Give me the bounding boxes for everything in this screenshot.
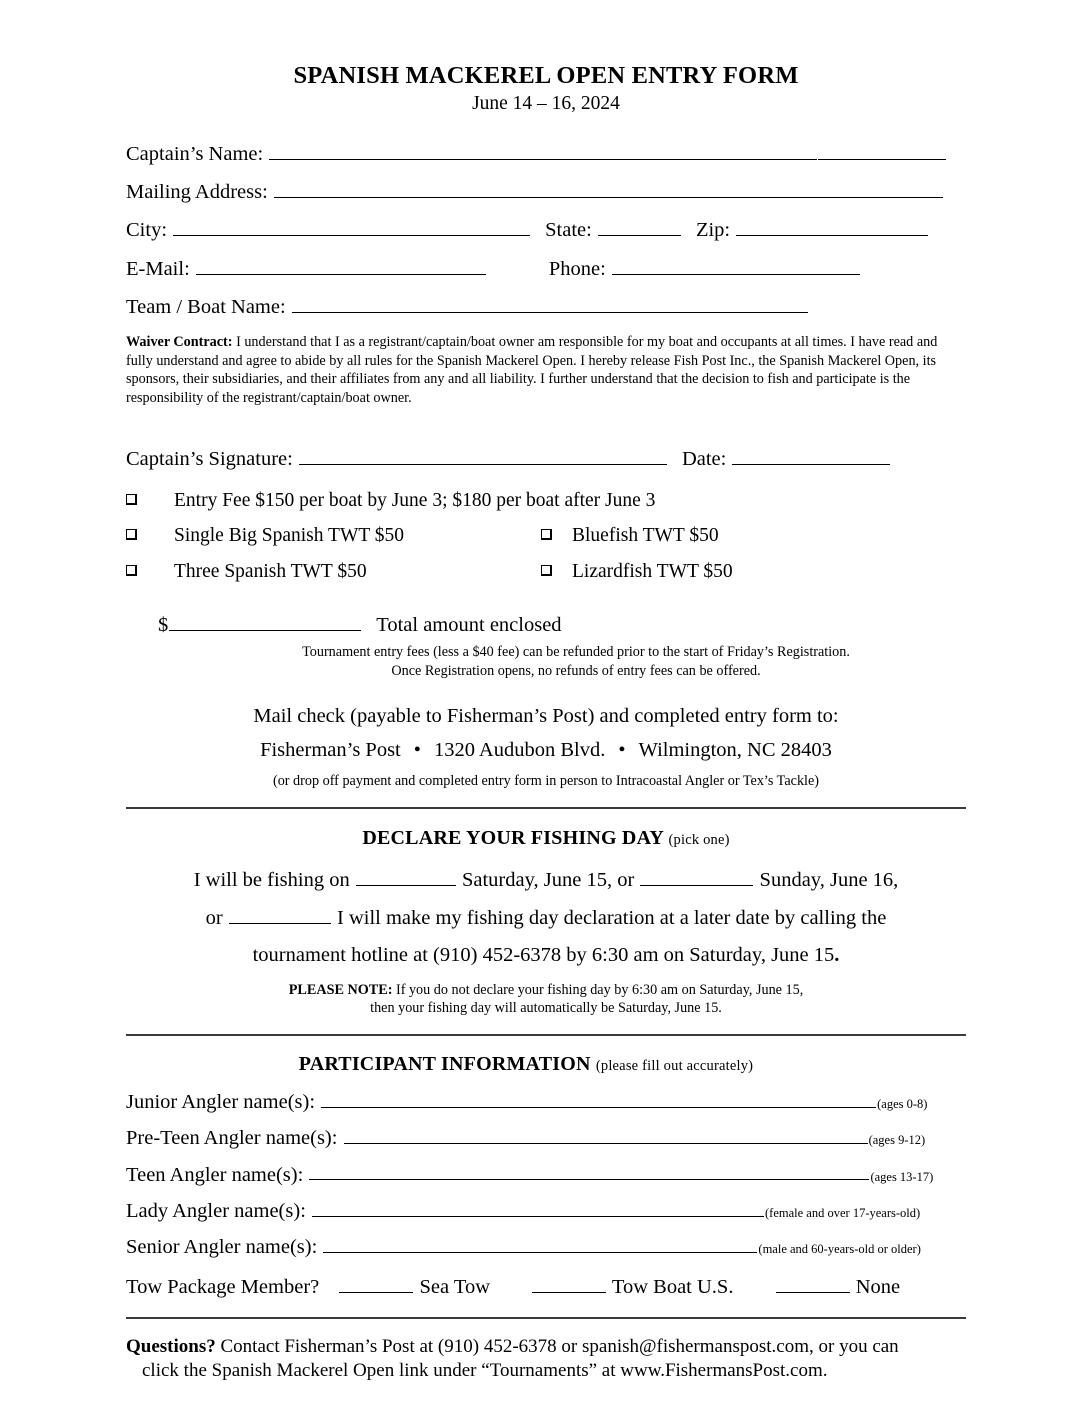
captains-name-input-extra[interactable] bbox=[818, 142, 946, 160]
tow-boat-us-input[interactable] bbox=[532, 1275, 606, 1293]
checkbox-empty-icon[interactable] bbox=[126, 529, 137, 540]
fee-option-label-three-spanish: Three Spanish TWT $50 bbox=[174, 560, 367, 582]
please-note-bold: PLEASE NOTE: bbox=[288, 982, 393, 998]
junior-angler-input[interactable] bbox=[321, 1090, 876, 1108]
participant-row-lady bbox=[126, 1199, 966, 1221]
none-tow-label: None bbox=[855, 1276, 901, 1299]
saturday-declaration-input[interactable] bbox=[356, 868, 456, 886]
fee-option-label-entry-fee: Entry Fee $150 per boat by June 3; $180 per boat after June 3 bbox=[174, 489, 656, 511]
tow-package-label: Tow Package Member? bbox=[126, 1276, 320, 1299]
section-divider-1 bbox=[126, 807, 966, 809]
captains-name-input[interactable] bbox=[269, 142, 817, 160]
participant-row-junior bbox=[126, 1090, 966, 1112]
lady-angler-label: Lady Angler name(s): bbox=[126, 1199, 306, 1222]
signature-input[interactable] bbox=[299, 447, 667, 465]
waiver-body: I understand that I as a registrant/captain/boat owner am responsible for my boat and occupants at all times. I have read and fully understand and agree to abide by all rules for the Spanish Mackerel Open. I hereby release Fish Post Inc., the Spanish Mackerel Open, its sponsors, their subsidiaries, and their affiliates from any and all liability. I further understand that the decision to fish and participate is the responsibility of the registrant/captain/boat owner. bbox=[126, 334, 938, 406]
team-boat-label: Team / Boat Name: bbox=[126, 295, 286, 318]
field-row-team-boat-name bbox=[126, 295, 966, 317]
dollar-sign: $ bbox=[158, 614, 169, 637]
date-label: Date: bbox=[681, 447, 727, 470]
mail-line-1: Mail check (payable to Fisherman’s Post) and completed entry form to: bbox=[253, 705, 839, 728]
declare-line-3 bbox=[126, 945, 966, 966]
questions-line-2 bbox=[126, 1359, 966, 1384]
declare-line1-a: I will be fishing on bbox=[193, 868, 350, 891]
senior-angler-input[interactable] bbox=[323, 1235, 757, 1253]
checkbox-empty-icon[interactable] bbox=[541, 565, 552, 576]
signature-label: Captain’s Signature: bbox=[126, 447, 293, 470]
state-input[interactable] bbox=[598, 218, 681, 236]
please-note-line-2: then your fishing day will automatically be Saturday, June 15. bbox=[370, 1000, 722, 1017]
email-label: E-Mail: bbox=[126, 257, 190, 280]
junior-angler-label: Junior Angler name(s): bbox=[126, 1090, 316, 1113]
participant-heading-text: PARTICIPANT INFORMATION bbox=[298, 1052, 591, 1075]
mail-instructions-block bbox=[126, 706, 966, 791]
declare-heading-text: DECLARE YOUR FISHING DAY bbox=[362, 826, 664, 849]
fee-option-row-1 bbox=[126, 491, 966, 511]
mail-dropoff-note: (or drop off payment and completed entry form in person to Intracoastal Angler or Tex’s Tackle) bbox=[272, 773, 820, 790]
page-subtitle: June 14 – 16, 2024 bbox=[472, 93, 620, 115]
sea-tow-input[interactable] bbox=[339, 1275, 413, 1293]
mailing-address-label: Mailing Address: bbox=[126, 180, 268, 203]
section-divider-3 bbox=[126, 1317, 966, 1319]
declare-line1-c: Sunday, June 16, bbox=[759, 868, 899, 891]
mail-city-state-zip: Wilmington, NC 28403 bbox=[638, 738, 832, 761]
page-title: SPANISH MACKEREL OPEN ENTRY FORM bbox=[293, 62, 799, 89]
declare-heading-sub: (pick one) bbox=[668, 831, 730, 848]
fee-option-row-2 bbox=[126, 526, 966, 546]
questions-line-1 bbox=[126, 1335, 966, 1360]
declare-line-1 bbox=[126, 868, 966, 890]
lady-angler-age-note: (female and over 17-years-old) bbox=[765, 1205, 921, 1220]
participant-row-preteen bbox=[126, 1126, 966, 1148]
refund-line-2: Once Registration opens, no refunds of entry fees can be offered. bbox=[391, 662, 761, 679]
none-tow-input[interactable] bbox=[776, 1275, 850, 1293]
declare-body-block bbox=[126, 868, 966, 965]
city-input[interactable] bbox=[173, 218, 530, 236]
declare-line3: tournament hotline at (910) 452-6378 by 6:30 am on Saturday, June 15 bbox=[252, 943, 835, 966]
mailing-address-input[interactable] bbox=[274, 180, 943, 198]
document-content bbox=[126, 0, 966, 1384]
please-note-text-1: If you do not declare your fishing day by 6:30 am on Saturday, June 15, bbox=[392, 982, 804, 998]
declare-section-heading bbox=[126, 827, 966, 850]
tow-boat-us-label: Tow Boat U.S. bbox=[611, 1276, 734, 1299]
waiver-contract-block bbox=[126, 333, 966, 407]
please-note-block bbox=[126, 981, 966, 1018]
lady-angler-input[interactable] bbox=[312, 1199, 764, 1217]
total-amount-label: Total amount enclosed bbox=[376, 614, 562, 637]
declare-line2-b: I will make my fishing day declaration at a later date by calling the bbox=[337, 907, 887, 929]
preteen-angler-input[interactable] bbox=[344, 1126, 868, 1144]
declare-line3-period: . bbox=[834, 943, 840, 966]
mail-street: 1320 Audubon Blvd. bbox=[433, 738, 606, 761]
phone-input[interactable] bbox=[612, 257, 860, 275]
refund-policy-note bbox=[126, 643, 966, 680]
signature-row bbox=[126, 447, 966, 471]
zip-input[interactable] bbox=[736, 218, 928, 236]
tow-package-row bbox=[126, 1275, 966, 1297]
mail-org: Fisherman’s Post bbox=[260, 738, 401, 761]
contact-fields-block bbox=[126, 142, 966, 317]
junior-angler-age-note: (ages 0-8) bbox=[877, 1096, 928, 1111]
total-amount-row bbox=[158, 613, 966, 637]
captains-name-label: Captain’s Name: bbox=[126, 142, 264, 165]
fee-option-label-single-big-spanish: Single Big Spanish TWT $50 bbox=[174, 525, 405, 547]
preteen-angler-age-note: (ages 9-12) bbox=[868, 1133, 926, 1147]
sea-tow-label: Sea Tow bbox=[419, 1276, 490, 1299]
section-divider-2 bbox=[126, 1034, 966, 1036]
total-amount-input[interactable] bbox=[169, 613, 361, 631]
field-row-mailing-address bbox=[126, 180, 966, 202]
state-label: State: bbox=[545, 219, 592, 242]
teen-angler-label: Teen Angler name(s): bbox=[126, 1163, 304, 1186]
questions-block bbox=[126, 1335, 966, 1384]
declare-line2-a: or bbox=[205, 907, 223, 929]
fee-option-label-lizardfish: Lizardfish TWT $50 bbox=[572, 560, 733, 582]
participant-row-senior bbox=[126, 1235, 966, 1257]
participant-row-teen bbox=[126, 1163, 966, 1185]
bullet-separator-icon: • bbox=[618, 738, 626, 761]
date-input[interactable] bbox=[732, 447, 890, 465]
field-row-city-state-zip bbox=[126, 218, 966, 240]
questions-bold-label: Questions? bbox=[126, 1335, 216, 1357]
declare-line1-b: Saturday, June 15, or bbox=[461, 868, 635, 891]
email-input[interactable] bbox=[196, 257, 486, 275]
teen-angler-age-note: (ages 13-17) bbox=[870, 1169, 934, 1184]
participant-section-heading bbox=[126, 1053, 966, 1076]
zip-label: Zip: bbox=[695, 219, 731, 242]
checkbox-empty-icon[interactable] bbox=[541, 529, 552, 540]
declare-line-2 bbox=[126, 906, 966, 928]
team-boat-input[interactable] bbox=[292, 295, 808, 313]
checkbox-empty-icon[interactable] bbox=[126, 494, 137, 505]
participant-rows bbox=[126, 1090, 966, 1298]
field-row-email-phone bbox=[126, 257, 966, 279]
mail-address-line bbox=[126, 740, 966, 761]
senior-angler-label: Senior Angler name(s): bbox=[126, 1235, 318, 1258]
fee-option-row-3 bbox=[126, 562, 966, 582]
fee-option-label-bluefish: Bluefish TWT $50 bbox=[572, 525, 719, 547]
teen-angler-input[interactable] bbox=[309, 1163, 869, 1181]
checkbox-empty-icon[interactable] bbox=[126, 565, 137, 576]
later-declaration-input[interactable] bbox=[229, 906, 331, 924]
field-row-captains-name bbox=[126, 142, 966, 164]
preteen-angler-label: Pre-Teen Angler name(s): bbox=[126, 1127, 338, 1149]
questions-text-1: Contact Fisherman’s Post at (910) 452-6378 or spanish@fishermanspost.com, or you can bbox=[215, 1335, 899, 1357]
bullet-separator-icon: • bbox=[413, 738, 421, 761]
participant-heading-sub: (please fill out accurately) bbox=[595, 1057, 754, 1074]
please-note-line-1 bbox=[126, 981, 966, 999]
sunday-declaration-input[interactable] bbox=[640, 868, 753, 886]
fee-options-list bbox=[126, 491, 966, 582]
senior-angler-age-note: (male and 60-years-old or older) bbox=[758, 1241, 921, 1256]
waiver-heading: Waiver Contract: bbox=[126, 334, 233, 351]
city-label: City: bbox=[126, 219, 168, 242]
phone-label: Phone: bbox=[548, 257, 606, 280]
refund-line-1: Tournament entry fees (less a $40 fee) can be refunded prior to the start of Friday’s Registration. bbox=[302, 644, 850, 661]
questions-text-2: click the Spanish Mackerel Open link under “Tournaments” at www.FishermansPost.com. bbox=[142, 1360, 828, 1382]
